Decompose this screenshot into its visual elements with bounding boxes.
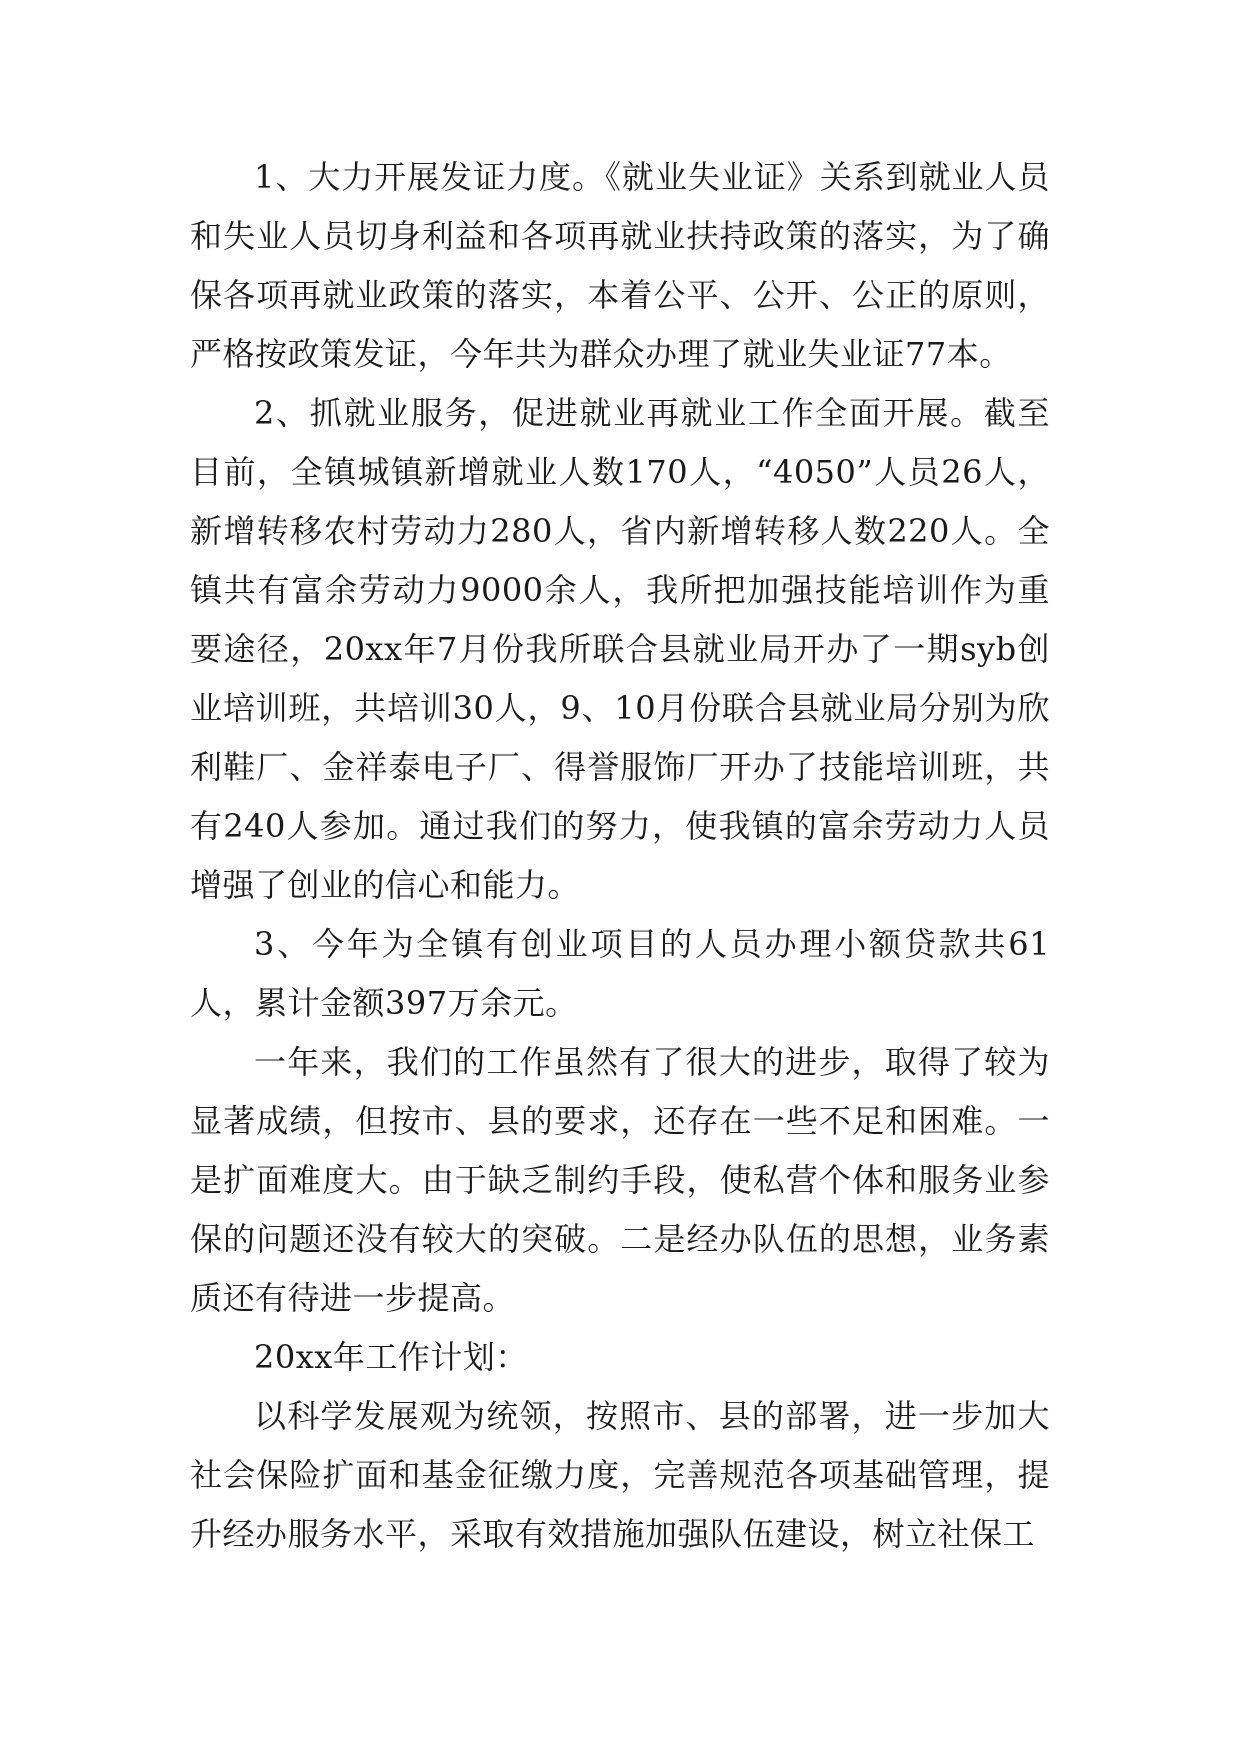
paragraph-employment-services: 2、抓就业服务，促进就业再就业工作全面开展。截至目前，全镇城镇新增就业人数170人，“4050”人员26人，新增转移农村劳动力280人，省内新增转移人数220人。全镇共有富余劳动力9000余人，我所把加强技能培训作为重要途径，20xx年7月份我所联合县就业局开办了一期syb创业培训班，共培训30人，9、10月份联合县就业局分别为欣利鞋厂、金祥泰电子厂、得誉服饰厂开办了技能培训班，共有240人参加。通过我们的努力，使我镇的富余劳动力人员增强了创业的信心和能力。 [190, 394, 1050, 904]
paragraph-small-loans: 3、今年为全镇有创业项目的人员办理小额贷款共61人，累计金额397万余元。 [190, 925, 1050, 1022]
paragraph-work-plan: 以科学发展观为统领，按照市、县的部署，进一步加大社会保险扩面和基金征缴力度，完善规范各项基础管理，提升经办服务水平，采取有效措施加强队伍建设，树立社保工 [190, 1397, 1050, 1553]
document-body [190, 148, 1050, 1564]
paragraph-work-plan-heading: 20xx年工作计划： [254, 1338, 528, 1376]
paragraph-certificate-issuance: 1、大力开展发证力度。《就业失业证》关系到就业人员和失业人员切身利益和各项再就业扶持政策的落实，为了确保各项再就业政策的落实，本着公平、公开、公正的原则，严格按政策发证，今年共为群众办理了就业失业证77本。 [190, 158, 1050, 373]
paragraph-shortcomings: 一年来，我们的工作虽然有了很大的进步，取得了较为显著成绩，但按市、县的要求，还存在一些不足和困难。一是扩面难度大。由于缺乏制约手段，使私营个体和服务业参保的问题还没有较大的突破。二是经办队伍的思想，业务素质还有待进一步提高。 [190, 1043, 1050, 1317]
